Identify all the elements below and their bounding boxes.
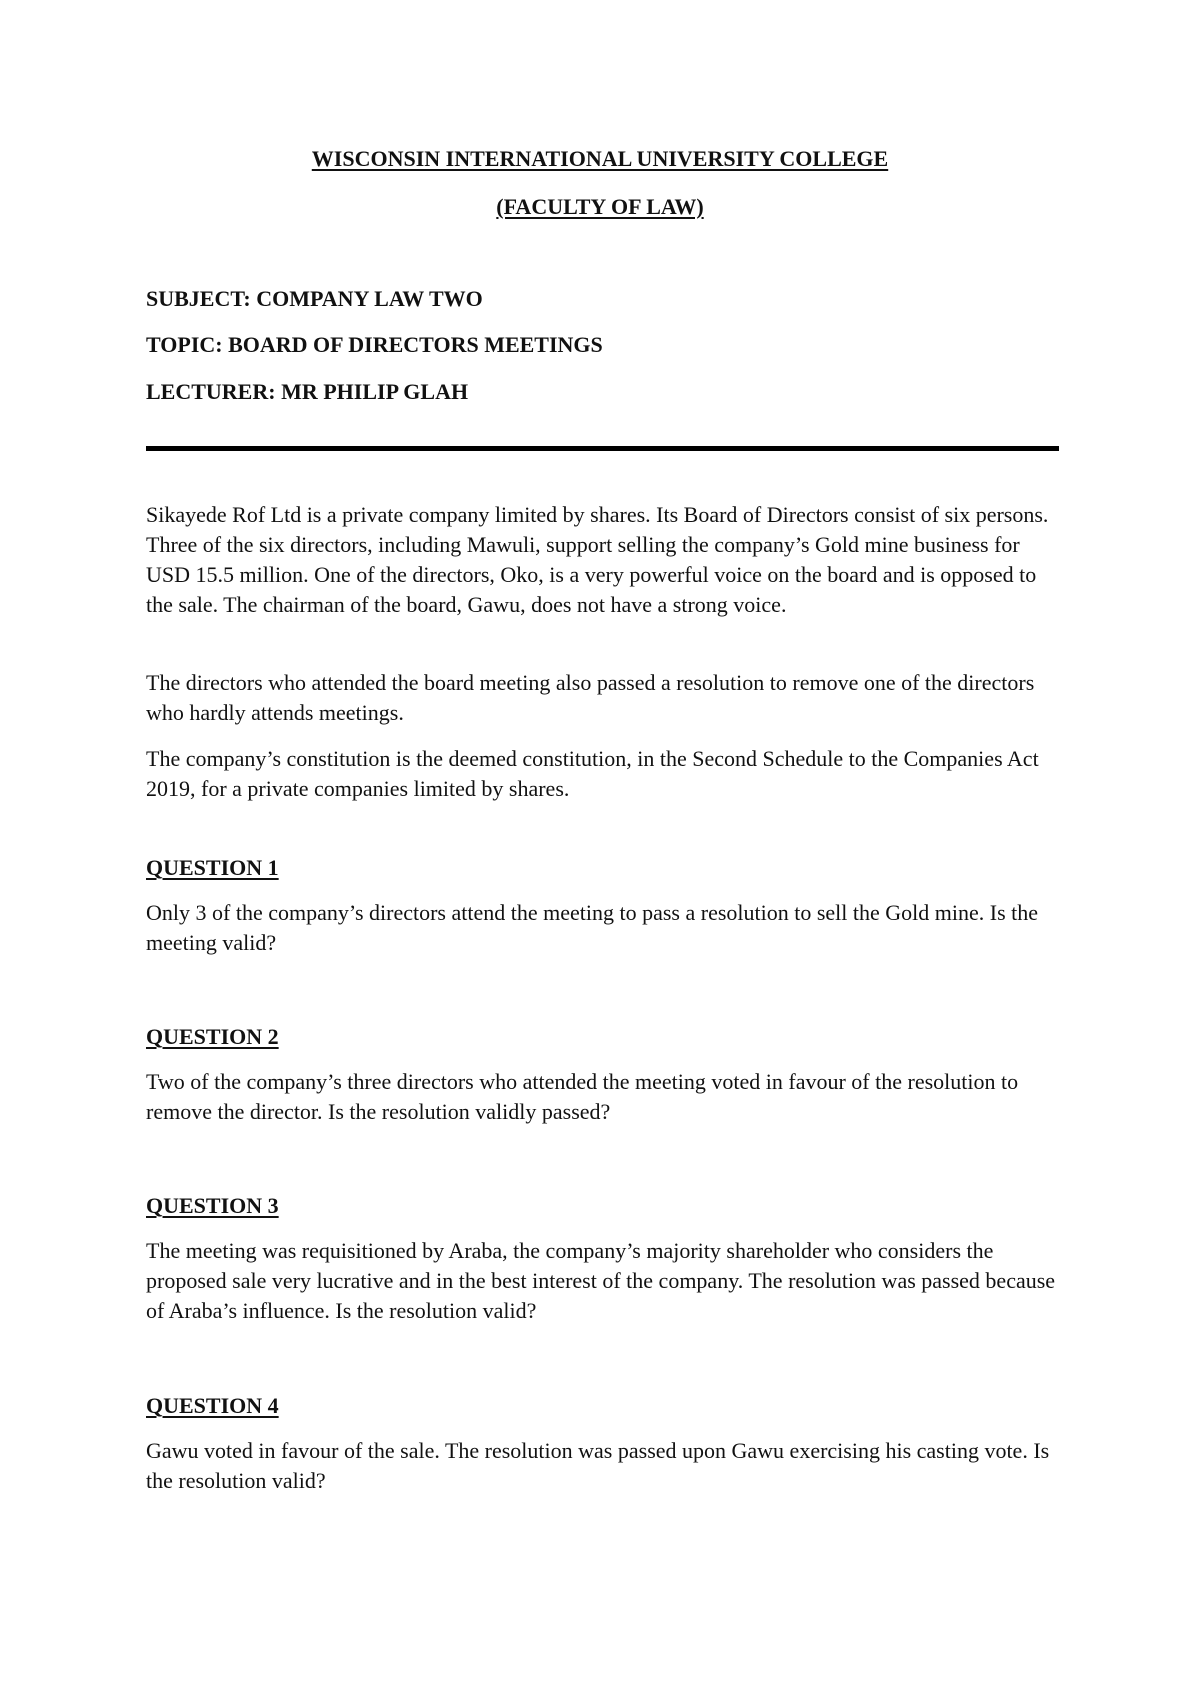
scenario-paragraph: The company’s constitution is the deemed constitution, in the Second Schedule to the Companies Act 2019, for a private companies limited by shares. <box>146 746 1039 801</box>
question-3-text: The meeting was requisitioned by Araba, the company’s majority shareholder who considers the proposed sale very lucrative and in the best interest of the company. The resolution was passed because of Araba’s influence. Is the resolution valid? <box>146 1238 1056 1323</box>
lecturer-line: LECTURER: MR PHILIP GLAH <box>146 379 469 404</box>
scenario-paragraph: Sikayede Rof Ltd is a private company limited by shares. Its Board of Directors consist of six persons. Three of the six directors, including Mawuli, support selling the company’s Gold mine business for USD 15.5 million. One of the directors, Oko, is a very powerful voice on the board and is opposed to the sale. The chairman of the board, Gawu, does not have a strong voice. <box>146 502 1049 617</box>
question-1-text: Only 3 of the company’s directors attend the meeting to pass a resolution to sell the Gold mine. Is the meeting valid? <box>146 900 1039 955</box>
question-3-heading: QUESTION 3 <box>146 1193 279 1218</box>
scenario-paragraph: The directors who attended the board meeting also passed a resolution to remove one of the directors who hardly attends meetings. <box>146 670 1035 725</box>
faculty-title: (FACULTY OF LAW) <box>496 194 704 219</box>
horizontal-divider <box>146 446 1059 451</box>
subject-line: SUBJECT: COMPANY LAW TWO <box>146 286 483 311</box>
question-4-text: Gawu voted in favour of the sale. The resolution was passed upon Gawu exercising his casting vote. Is the resolution valid? <box>146 1438 1050 1493</box>
question-1-heading: QUESTION 1 <box>146 855 279 880</box>
topic-line: TOPIC: BOARD OF DIRECTORS MEETINGS <box>146 332 603 357</box>
question-2-text: Two of the company’s three directors who attended the meeting voted in favour of the resolution to remove the director. Is the resolution validly passed? <box>146 1069 1019 1124</box>
question-4-heading: QUESTION 4 <box>146 1393 279 1418</box>
institution-title: WISCONSIN INTERNATIONAL UNIVERSITY COLLEGE <box>311 146 889 171</box>
question-2-heading: QUESTION 2 <box>146 1024 279 1049</box>
